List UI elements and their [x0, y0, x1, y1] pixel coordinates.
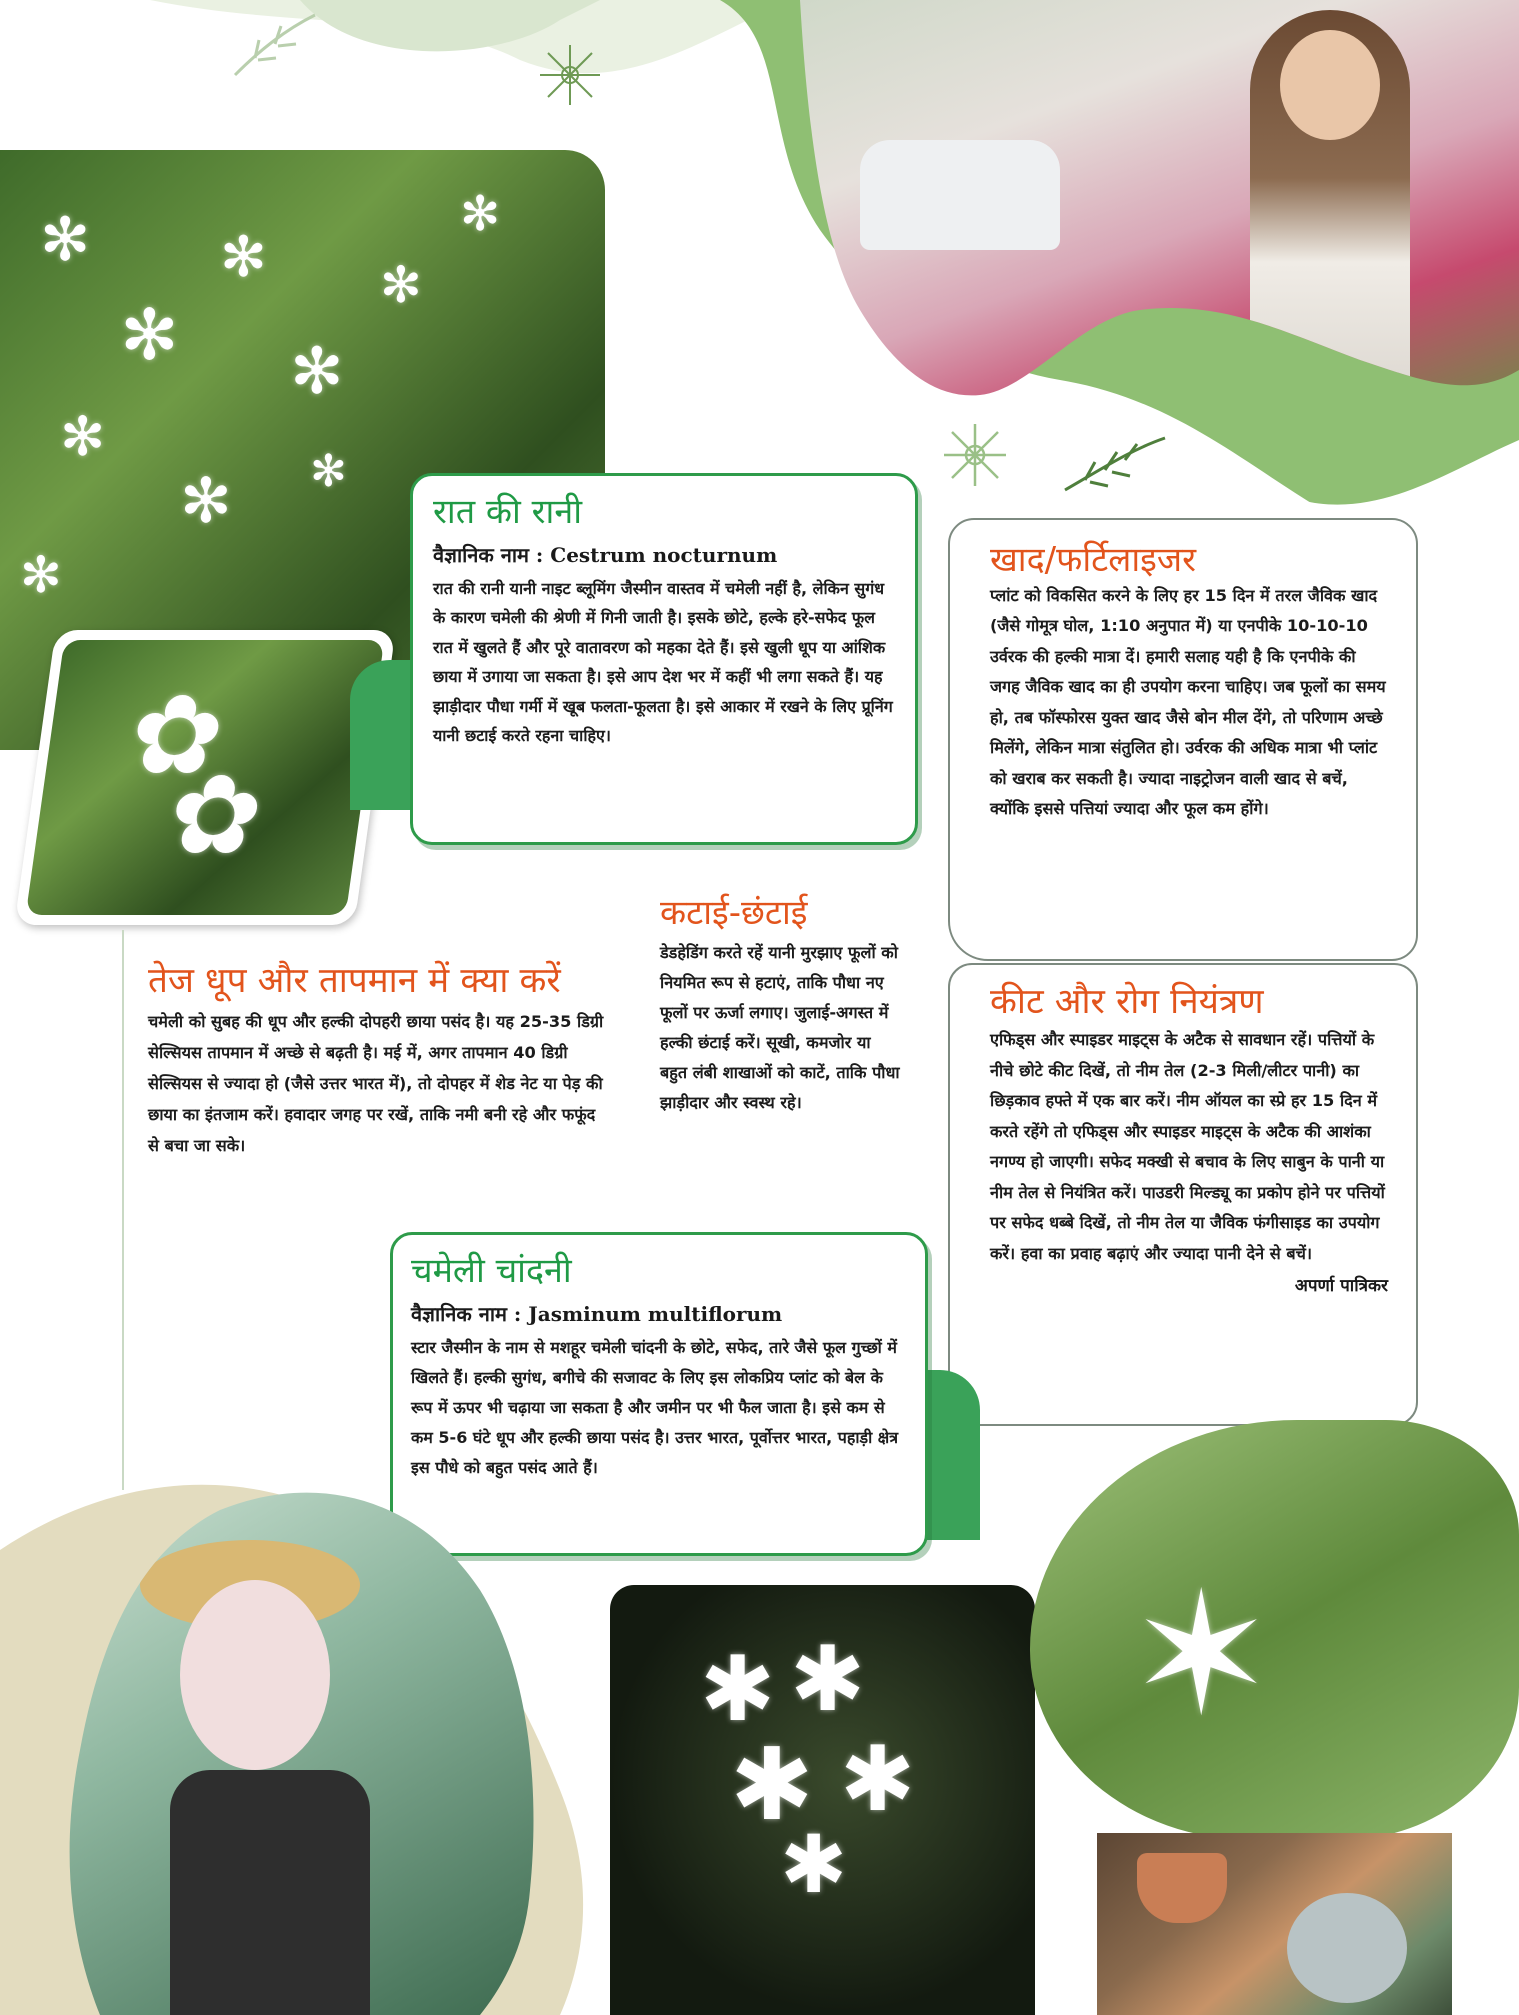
flower-icon: ✻	[180, 464, 232, 537]
chandni-sci-name: वैज्ञानिक नाम : Jasminum multiflorum	[411, 1301, 783, 1326]
katai-title: कटाई-छंटाई	[660, 893, 808, 933]
flower-icon: ✱	[780, 1818, 848, 1911]
leaf-icon	[230, 10, 320, 80]
flower-icon: ✿	[160, 751, 271, 879]
ratkirani-card	[410, 473, 918, 845]
mandala-icon	[940, 420, 1010, 490]
dhoop-frame	[118, 930, 133, 1490]
chandni-body: स्टार जैस्मीन के नाम से मशहूर चमेली चांदनी के छोटे, सफेद, तारे जैसे फूल गुच्छों में खिलते हैं। हल्की सुगंध, बगीचे की सजावट के लिए इस लोकप्रिय प्लांट को बेल के रूप में ऊपर भी चढ़ाया जा सकता है और जमीन पर भी फैल जाता है। इसे कम से कम 5-6 घंटे धूप और हल्की छाया पसंद है। उत्तर भारत, पूर्वोत्तर भारत, पहाड़ी क्षेत्र इस पौधे को बहुत पसंद आते हैं।	[411, 1337, 899, 1477]
katai-section	[660, 893, 900, 1118]
dhoop-section	[148, 960, 608, 1161]
keet-body: एफिड्स और स्पाइडर माइट्स के अटैक से सावधान रहें। पत्तियों के नीचे छोटे कीट दिखें, तो नीम तेल (2-3 मिली/लीटर पानी) का छिड़काव हफ्ते में एक बार करें। नीम ऑयल का स्प्रे हर 15 दिन में करते रहेंगे तो एफिड्स और स्पाइडर माइट्स के अटैक की आशंका नगण्य हो जाएगी। सफेद मक्खी से बचाव के लिए साबुन के पानी या नीम तेल से नियंत्रित करें। पाउडरी मिल्ड्यू का प्रकोप होने पर पत्तियों पर सफेद धब्बे दिखें, तो नीम तेल या जैविक फंगीसाइड का उपयोग करें। हवा का प्रवाह बढ़ाएं और ज्यादा पानी देने से बचें।	[990, 1030, 1385, 1263]
flower-icon: ✻	[60, 405, 106, 468]
flower-icon: ✻	[460, 186, 501, 242]
author-name: अपर्णा पात्रिकर	[1294, 1276, 1388, 1296]
flower-icon: ✶	[1130, 1556, 1273, 1754]
garden-pots-photo	[1097, 1833, 1452, 2015]
flower-icon: ✻	[220, 225, 267, 290]
leaf-icon	[1060, 430, 1170, 500]
jasmine-bud-photo	[1030, 1420, 1519, 1840]
chandni-photo	[610, 1585, 1035, 2015]
ratkirani-title: रात की रानी	[433, 492, 583, 532]
flower-icon: ✻	[20, 546, 62, 604]
chandni-title: चमेली चांदनी	[411, 1251, 572, 1291]
ratkirani-sci-name: वैज्ञानिक नाम : Cestrum nocturnum	[433, 542, 778, 567]
flower-icon: ✱	[840, 1727, 916, 1832]
flower-icon: ✿	[121, 671, 233, 799]
khad-body: प्लांट को विकसित करने के लिए हर 15 दिन में तरल जैविक खाद (जैसे गोमूत्र घोल, 1:10 अनुपात में) या एनपीके 10-10-10 उर्वरक की हल्की मात्रा दें। हमारी सलाह यही है कि एनपीके की जगह जैविक खाद का ही उपयोग करना चाहिए। जब फूलों का समय हो, तब फॉस्फोरस युक्त खाद जैसे बोन मील देंगे, तो परिणाम अच्छे मिलेंगे, लेकिन मात्रा संतुलित हो। उर्वरक की अधिक मात्रा भी प्लांट को खराब कर सकती है। ज्यादा नाइट्रोजन वाली खाद से बचें, क्योंकि इससे पत्तियां ज्यादा और फूल कम होंगे।	[990, 585, 1386, 819]
keet-card	[948, 963, 1418, 1426]
ratkirani-body: रात की रानी यानी नाइट ब्लूमिंग जैस्मीन वास्तव में चमेली नहीं है, लेकिन सुगंध के कारण चमेली की श्रेणी में गिनी जाती है। इसके छोटे, हल्के हरे-सफेद फूल रात में खुलते हैं और पूरे वातावरण को महका देते हैं। इसे खुली धूप या आंशिक छाया में उगाया जा सकता है। इसे आप देश भर में कहीं भी लगा सकते हैं। यह झाड़ीदार पौधा गर्मी में खूब फलता-फूलता है। इसे आकार में रखने के लिए प्रूनिंग यानी छटाई करते रहना चाहिए।	[433, 578, 893, 746]
flower-icon: ✻	[120, 294, 179, 376]
dhoop-title: तेज धूप और तापमान में क्या करें	[148, 961, 561, 1001]
flower-icon: ✻	[380, 256, 422, 314]
katai-body: डेडहेडिंग करते रहें यानी मुरझाए फूलों को नियमित रूप से हटाएं, ताकि पौधा नए फूलों पर ऊर्जा लगाए। जुलाई-अगस्त में हल्की छंटाई करें। सूखी, कमजोर या बहुत लंबी शाखाओं को काटें, ताकि पौधा झाड़ीदार और स्वस्थ रहे।	[660, 942, 900, 1112]
flower-icon: ✱	[790, 1627, 866, 1732]
flower-icon: ✻	[40, 205, 91, 275]
mandala-icon	[535, 40, 605, 110]
jasmine-inset-photo	[14, 630, 395, 925]
flower-icon: ✱	[700, 1637, 776, 1742]
keet-title: कीट और रोग नियंत्रण	[990, 982, 1264, 1022]
khad-card	[948, 518, 1418, 961]
khad-title: खाद/फर्टिलाइजर	[990, 540, 1196, 580]
flower-icon: ✻	[290, 335, 344, 409]
dhoop-body: चमेली को सुबह की धूप और हल्की दोपहरी छाया पसंद है। यह 25-35 डिग्री सेल्सियस तापमान में अच्छे से बढ़ती है। मई में, अगर तापमान 40 डिग्री सेल्सियस से ज्यादा हो (जैसे उत्तर भारत में), तो दोपहर में शेड नेट या पेड़ की छाया का इंतजाम करें। हवादार जगह पर रखें, ताकि नमी बनी रहे और फफूंद से बचा जा सके।	[148, 1012, 604, 1155]
flower-icon: ✱	[730, 1726, 814, 1843]
flower-icon: ✻	[310, 446, 347, 497]
